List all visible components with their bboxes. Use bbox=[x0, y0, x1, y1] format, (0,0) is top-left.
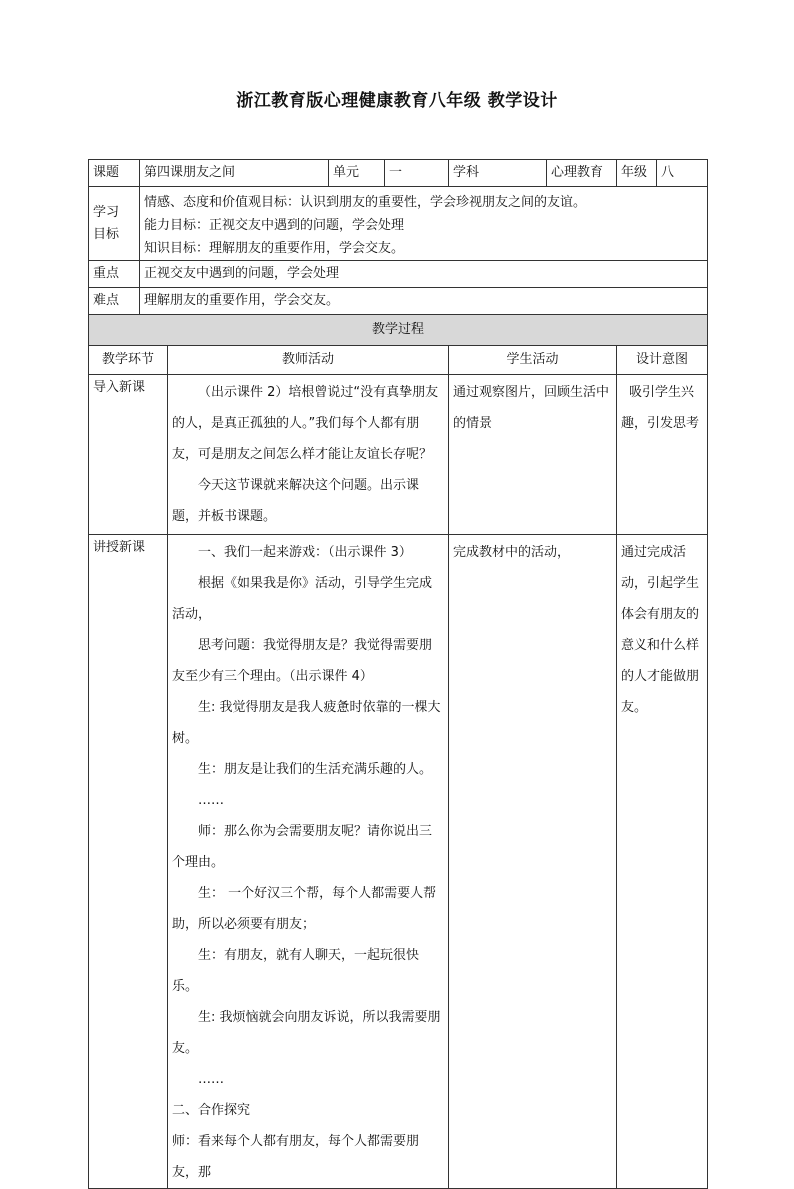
header-stage: 教学环节 bbox=[89, 346, 168, 375]
key-point-label: 重点 bbox=[89, 261, 140, 288]
lesson-plan-table bbox=[88, 159, 708, 1189]
lecture-line: 生: 我烦恼就会向朋友诉说，所以我需要朋友。 bbox=[172, 1010, 441, 1056]
difficulty-row bbox=[89, 288, 708, 315]
process-band: 教学过程 bbox=[89, 315, 708, 346]
process-band-row bbox=[89, 315, 708, 346]
lecture-line: …… bbox=[198, 1072, 224, 1087]
header-design: 设计意图 bbox=[617, 346, 708, 375]
key-point-value: 正视交友中遇到的问题，学会处理 bbox=[140, 261, 708, 288]
objectives-label-line1: 学习 bbox=[93, 204, 120, 220]
info-row bbox=[89, 160, 708, 187]
lecture-line: 师：那么你为会需要朋友呢？请你说出三个理由。 bbox=[172, 824, 433, 870]
lecture-line: 生： 一个好汉三个帮，每个人都需要人帮助，所以必须要有朋友； bbox=[172, 886, 437, 932]
subject-value: 心理教育 bbox=[547, 160, 617, 187]
lecture-line: 生：朋友是让我们的生活充满乐趣的人。 bbox=[198, 762, 433, 777]
grade-value: 八 bbox=[657, 160, 708, 187]
intro-teacher-paragraph: 今天这节课就来解决这个问题。出示课题，并板书课题。 bbox=[172, 478, 420, 524]
lecture-line: …… bbox=[198, 793, 224, 808]
topic-label: 课题 bbox=[89, 160, 140, 187]
unit-label: 单元 bbox=[329, 160, 385, 187]
objective-line: 能力目标：正视交友中遇到的问题，学会处理 bbox=[144, 218, 405, 233]
header-student: 学生活动 bbox=[449, 346, 617, 375]
difficulty-label: 难点 bbox=[89, 288, 140, 315]
objective-line: 知识目标：理解朋友的重要作用，学会交友。 bbox=[144, 241, 405, 256]
objectives-label-line2: 目标 bbox=[93, 226, 120, 242]
document-title: 浙江教育版心理健康教育八年级 教学设计 bbox=[236, 91, 558, 111]
lecture-line: 根据《如果我是你》活动，引导学生完成活动， bbox=[172, 576, 433, 622]
lecture-line: 二、合作探究 bbox=[172, 1103, 251, 1118]
lecture-design: 通过完成活动，引起学生体会有朋友的意义和什么样的人才能做朋友。 bbox=[617, 535, 708, 1189]
difficulty-value: 理解朋友的重要作用，学会交友。 bbox=[140, 288, 708, 315]
objectives-row bbox=[89, 187, 708, 261]
objectives-label bbox=[89, 187, 140, 261]
objectives-content bbox=[140, 187, 708, 261]
process-header-row bbox=[89, 346, 708, 375]
topic-value: 第四课朋友之间 bbox=[140, 160, 329, 187]
lecture-line: 师：看来每个人都有朋友，每个人都需要朋友，那 bbox=[172, 1134, 420, 1180]
intro-row bbox=[89, 375, 708, 535]
lecture-line: 生：有朋友，就有人聊天，一起玩很快乐。 bbox=[172, 948, 420, 994]
intro-design-text: 吸引学生兴趣，引发思考 bbox=[621, 385, 700, 431]
intro-stage: 导入新课 bbox=[89, 375, 168, 535]
objective-line: 情感、态度和价值观目标：认识到朋友的重要性，学会珍视朋友之间的友谊。 bbox=[144, 195, 587, 210]
grade-label: 年级 bbox=[617, 160, 657, 187]
lecture-row bbox=[89, 535, 708, 1189]
lecture-teacher bbox=[168, 535, 449, 1189]
header-teacher: 教师活动 bbox=[168, 346, 449, 375]
lecture-student: 完成教材中的活动， bbox=[449, 535, 617, 1189]
lecture-line: 思考问题：我觉得朋友是？我觉得需要朋友至少有三个理由。（出示课件 4） bbox=[172, 638, 433, 684]
intro-design bbox=[617, 375, 708, 535]
lecture-line: 一、我们一起来游戏：（出示课件 3） bbox=[198, 545, 412, 560]
subject-label: 学科 bbox=[449, 160, 547, 187]
key-point-row bbox=[89, 261, 708, 288]
intro-student: 通过观察图片，回顾生活中的情景 bbox=[449, 375, 617, 535]
intro-teacher-paragraph: （出示课件 2）培根曾说过“没有真挚朋友的人，是真正孤独的人。”我们每个人都有朋友，可是朋友之间怎么样才能让友谊长存呢？ bbox=[172, 385, 439, 462]
intro-teacher bbox=[168, 375, 449, 535]
unit-value: 一 bbox=[385, 160, 449, 187]
lecture-line: 生: 我觉得朋友是我人疲惫时依靠的一棵大树。 bbox=[172, 700, 441, 746]
lecture-stage: 讲授新课 bbox=[89, 535, 168, 1189]
